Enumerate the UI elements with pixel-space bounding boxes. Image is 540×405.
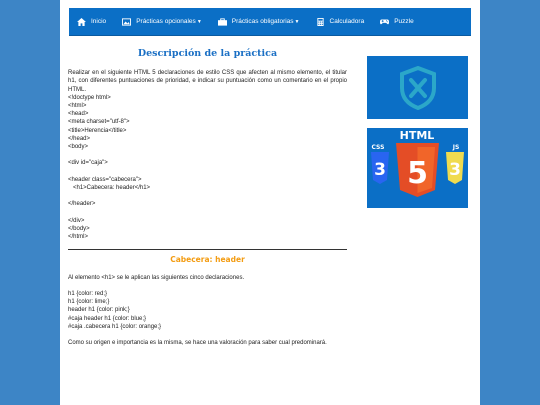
code-line: </div> (68, 217, 85, 224)
html5-digit: 5 (407, 156, 428, 191)
closing-paragraph: Como su origen e importancia es la misma, se hace una valoración para saber cual predominará. (68, 340, 327, 347)
nav-item-label: Puzzle (394, 18, 414, 25)
code-line (68, 209, 347, 217)
caret-down-icon: ▼ (196, 18, 202, 25)
sidebar (367, 56, 468, 208)
css-rule: #caja header h1 {color: blue;} (68, 315, 147, 322)
section-subtitle: Cabecera: header (170, 255, 245, 265)
code-line: <html> (68, 103, 87, 110)
html5-css3-js-logo (367, 128, 468, 208)
js-word: JS (452, 144, 460, 151)
code-line: <title>Herencia</title> (68, 127, 127, 134)
nav-item-practicas-obligatorias[interactable] (218, 18, 300, 26)
code-line: <meta charset="utf-8"> (68, 119, 130, 126)
caret-down-icon: ▼ (294, 18, 300, 25)
code-line: </head> (68, 135, 91, 142)
intro-paragraph: Realizar en el siguiente HTML 5 declaraciones de estilo CSS que afecten al mismo elemento, el titular h1, con diferentes puntuaciones de prioridad, e indicar su puntuación como un comentario en el propio HTML. (68, 70, 347, 93)
css3-digit: 3 (374, 160, 386, 180)
nav-item-label: Inicio (91, 18, 107, 25)
js-digit: 3 (449, 160, 461, 180)
code-line: <!doctype html> (68, 94, 111, 101)
code-listing (68, 94, 347, 242)
shield-x-icon (398, 66, 438, 110)
page-container (60, 0, 480, 405)
code-line: <h1>Cabecera: header</h1> (68, 185, 151, 192)
home-icon (77, 18, 86, 26)
html-word: HTML (399, 129, 435, 142)
css-rule: h1 {color: lime;} (68, 299, 110, 306)
css-rules-list (68, 290, 347, 331)
nav-item-label: Prácticas opcionales (136, 18, 196, 25)
code-line (68, 151, 347, 159)
code-line: <header class="cabecera"> (68, 176, 142, 183)
spacer (68, 331, 347, 339)
main-navbar (69, 8, 471, 36)
briefcase-icon (218, 18, 227, 26)
nav-item-inicio[interactable] (77, 18, 106, 26)
shield-logo-banner[interactable] (367, 56, 468, 119)
nav-item-calculadora[interactable] (316, 18, 365, 26)
image-icon (122, 18, 131, 26)
code-line (68, 168, 347, 176)
gamepad-icon (380, 18, 389, 26)
code-line: </header> (68, 201, 96, 208)
code-line (68, 192, 347, 200)
nav-item-puzzle[interactable] (380, 18, 414, 26)
nav-item-practicas-opcionales[interactable] (122, 18, 202, 26)
code-line: </html> (68, 234, 89, 241)
css-word: CSS (371, 144, 385, 151)
code-line: <head> (68, 111, 89, 118)
css-rule: #caja .cabecera h1 {color: orange;} (68, 323, 162, 330)
main-content (68, 50, 347, 347)
h1-intro-paragraph: Al elemento <h1> se le aplican las siguientes cinco declaraciones. (68, 274, 245, 281)
css-rule: header h1 {color: pink;} (68, 307, 130, 314)
html5-css3-js-banner[interactable] (367, 128, 468, 208)
spacer (68, 282, 347, 290)
page-title: Descripción de la práctica (137, 48, 278, 59)
calculator-icon (316, 18, 325, 26)
css-rule: h1 {color: red;} (68, 291, 108, 297)
nav-item-label: Calculadora (329, 18, 365, 25)
nav-item-label: Prácticas obligatorias (231, 18, 294, 25)
code-line: </body> (68, 226, 90, 232)
code-line: <body> (68, 144, 89, 151)
code-line: <div id="caja"> (68, 160, 108, 167)
section-divider (68, 249, 347, 250)
